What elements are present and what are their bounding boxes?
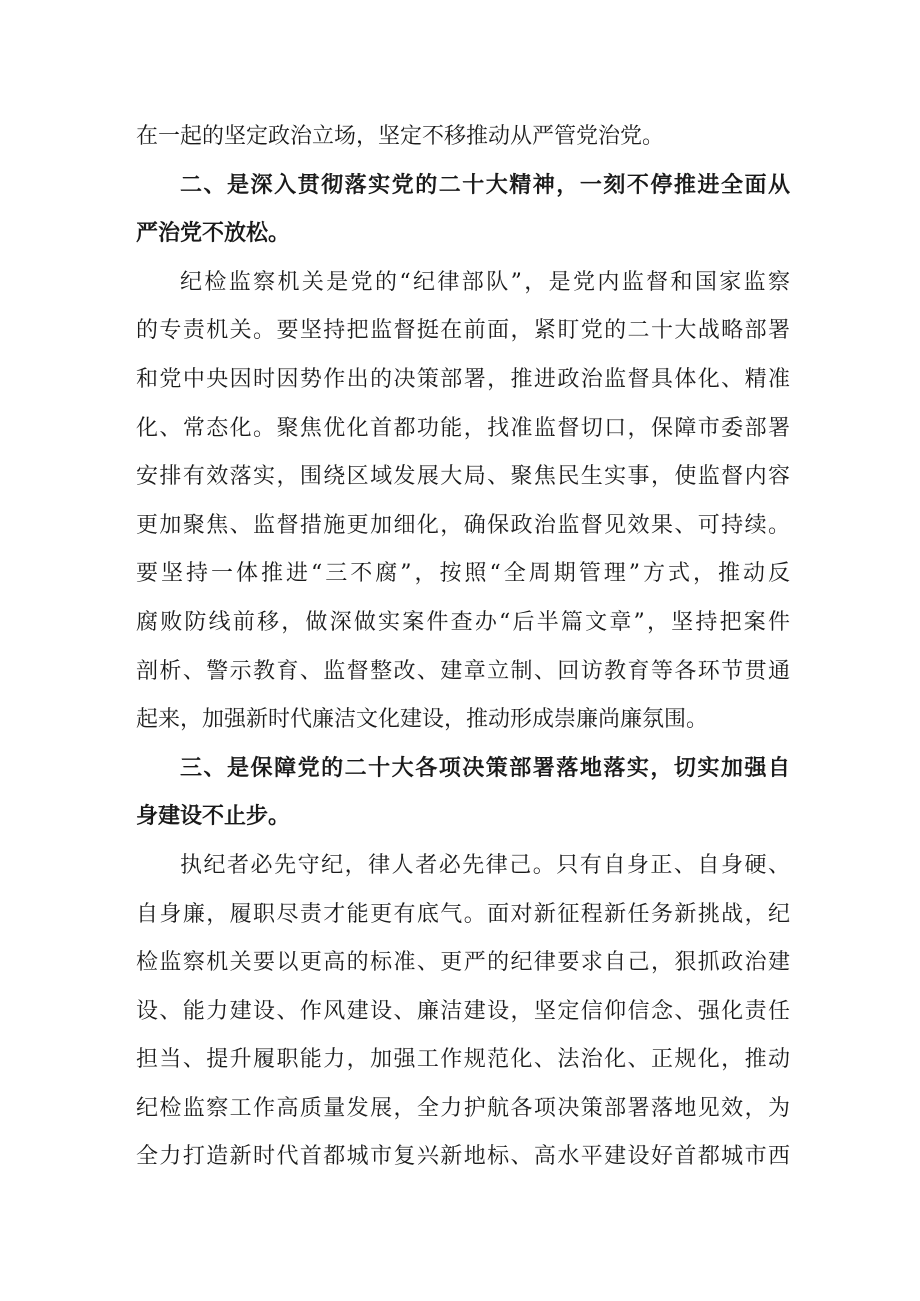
paragraph-line: 起来，加强新时代廉洁文化建设，推动形成崇廉尚廉氛围。 — [136, 707, 709, 733]
paragraph-line: 纪检监察工作高质量发展，全力护航各项决策部署落地见效，为 — [136, 1095, 790, 1121]
paragraph-line: 的专责机关。要坚持把监督挺在前面，紧盯党的二十大战略部署 — [136, 318, 790, 344]
paragraph-line: 要坚持一体推进“三不腐”，按照“全周期管理”方式，推动反 — [136, 561, 790, 587]
paragraph-line: 安排有效落实，围绕区域发展大局、聚焦民生实事，使监督内容 — [136, 464, 790, 490]
paragraph-line: 检监察机关要以更高的标准、更严的纪律要求自己，狠抓政治建 — [136, 950, 790, 976]
paragraph-line: 腐败防线前移，做深做实案件查办“后半篇文章”，坚持把案件 — [136, 609, 790, 635]
paragraph-line: 执纪者必先守纪，律人者必先律己。只有自身正、自身硬、 — [180, 852, 790, 878]
paragraph-line: 化、常态化。聚焦优化首都功能，找准监督切口，保障市委部署 — [136, 415, 790, 441]
paragraph-line: 设、能力建设、作风建设、廉洁建设，坚定信仰信念、强化责任 — [136, 998, 790, 1024]
section-heading-line: 严治党不放松。 — [136, 221, 291, 247]
paragraph-line: 自身廉，履职尽责才能更有底气。面对新征程新任务新挑战，纪 — [136, 901, 790, 927]
paragraph-line: 剖析、警示教育、监督整改、建章立制、回访教育等各环节贯通 — [136, 658, 790, 684]
document-page — [136, 113, 790, 1182]
paragraph-line: 和党中央因时因势作出的决策部署，推进政治监督具体化、精准 — [136, 366, 790, 392]
section-heading-line: 二、是深入贯彻落实党的二十大精神，一刻不停推进全面从 — [180, 172, 790, 198]
section-heading-line: 三、是保障党的二十大各项决策部署落地落实，切实加强自 — [180, 755, 790, 781]
section-heading-line: 身建设不止步。 — [136, 804, 291, 830]
paragraph-line: 担当、提升履职能力，加强工作规范化、法治化、正规化，推动 — [136, 1047, 790, 1073]
paragraph-line: 在一起的坚定政治立场，坚定不移推动从严管党治党。 — [136, 124, 665, 149]
paragraph-line: 纪检监察机关是党的“纪律部队”，是党内监督和国家监察 — [180, 269, 790, 295]
paragraph-line: 全力打造新时代首都城市复兴新地标、高水平建设好首都城市西 — [136, 1144, 790, 1170]
paragraph-line: 更加聚焦、监督措施更加细化，确保政治监督见效果、可持续。 — [136, 512, 790, 538]
